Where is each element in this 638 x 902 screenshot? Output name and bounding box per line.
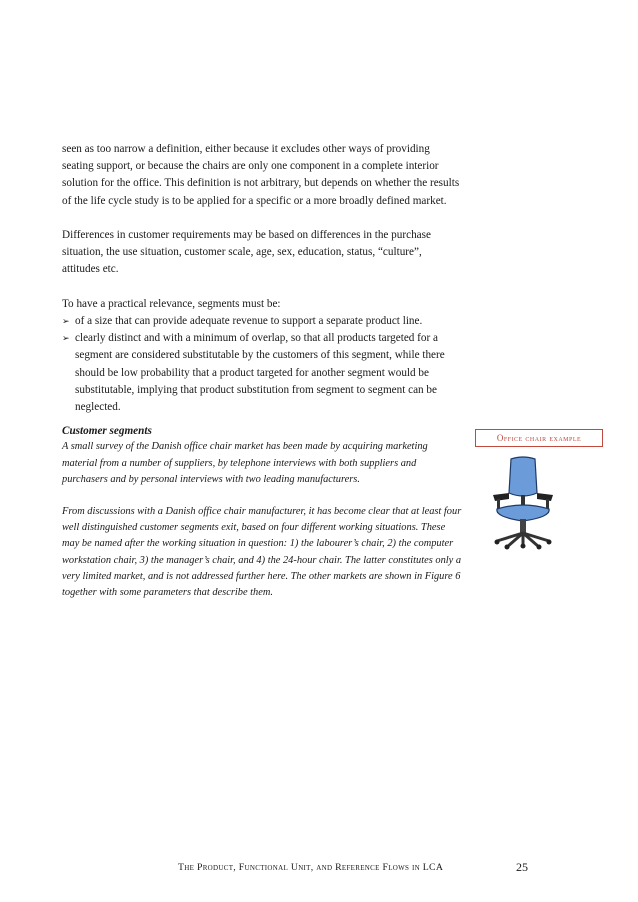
body-paragraph: To have a practical relevance, segments must be: <box>62 297 281 310</box>
body-paragraph: seen as too narrow a definition, either because it excludes other ways of providing seating support, or because the chairs are only one component in a complete interior solution for the office. This definition is not arbitrary, but depends on whether the results of the life cycle study is to be applied for a specific or a more broadly defined market. <box>62 143 460 207</box>
main-text-column <box>62 141 462 601</box>
case-study-box <box>62 423 462 601</box>
running-footer-title: The Product, Functional Unit, and Reference Flows in LCA <box>178 862 444 873</box>
office-chair-illustration <box>483 455 563 550</box>
sidebar-label: Office chair example <box>475 429 603 447</box>
list-item <box>62 330 462 416</box>
list-item-text: clearly distinct and with a minimum of overlap, so that all products targeted for a segment are considered substitutable by the customers of this segment, while there should be low probability that a product targeted for another segment would be substitutable, implying that product substitution from segment to segment can be neglected. <box>75 332 445 414</box>
arrow-bullet-icon: ➢ <box>62 316 70 326</box>
list-item-text: of a size that can provide adequate revenue to support a separate product line. <box>75 315 423 327</box>
body-paragraph: Differences in customer requirements may be based on differences in the purchase situation, the use situation, customer scale, age, sex, education, status, “culture”, attitudes etc. <box>62 229 431 276</box>
page-number: 25 <box>516 860 528 874</box>
case-heading: Customer segments <box>62 425 152 438</box>
case-paragraph: From discussions with a Danish office chair manufacturer, it has become clear that at least four well distinguished customer segments exit, based on four different working situations. These may be named after the working situation in question: 1) the labourer’s chair, 2) the computer workstation chair, 3) the manager’s chair, and 4) the 24-hour chair. The latter constitutes only a very limited market, and is not addressed further here. The other markets are shown in Figure 6 together with some parameters that describe them. <box>62 506 462 599</box>
list-item <box>62 313 462 330</box>
case-paragraph: A small survey of the Danish office chair market has been made by acquiring marketing material from a number of suppliers, by telephone interviews with both suppliers and purchasers and by personal interviews with two leading manufacturers. <box>62 441 428 485</box>
arrow-bullet-icon: ➢ <box>62 333 70 344</box>
